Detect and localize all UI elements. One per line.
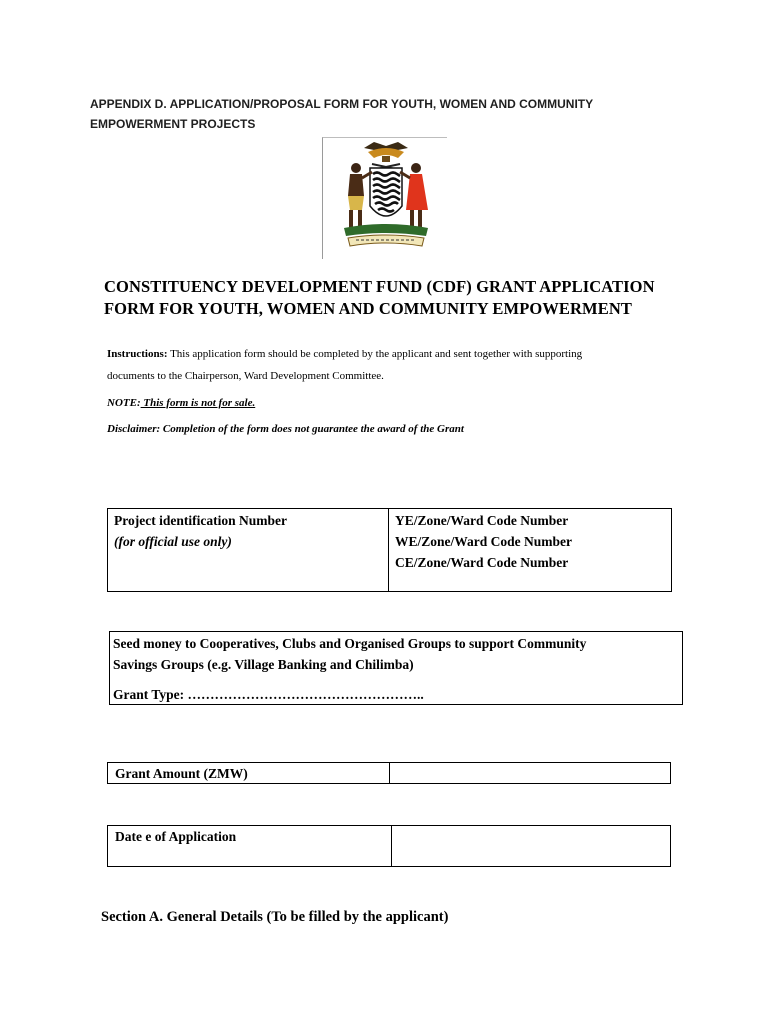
ward-code-cell[interactable] [395,510,572,573]
coat-of-arms-icon [334,140,438,250]
grant-category-box [109,631,683,705]
official-use-note: (for official use only) [114,534,232,549]
instructions-line-1 [107,343,667,365]
instructions-line-2: documents to the Chairperson, Ward Development Committee. [107,370,384,382]
table-divider [388,509,389,591]
grant-category-line-1: Seed money to Cooperatives, Clubs and Organised Groups to support Community [113,636,587,651]
ce-code-label: CE/Zone/Ward Code Number [395,555,569,570]
project-id-cell[interactable] [114,510,287,552]
project-id-label: Project identification Number [114,513,287,528]
note [107,397,255,409]
table-divider [391,826,392,866]
table-divider [389,763,390,783]
grant-type-field[interactable]: Grant Type: …………………………………………….. [113,687,424,702]
section-a-heading: Section A. General Details (To be filled by the applicant) [101,909,449,925]
grant-amount-label: Grant Amount (ZMW) [115,766,248,781]
appendix-line-1: APPENDIX D. APPLICATION/PROPOSAL FORM FOR YOUTH, WOMEN AND COMMUNITY [90,97,594,111]
application-date-label: Date e of Application [115,829,237,844]
instructions-text-1: This application form should be completed by the applicant and sent together with supporting [167,348,583,360]
grant-category-text [113,633,683,675]
form-title [104,276,704,320]
note-text: This form is not for sale. [140,397,256,409]
instructions-label: Instructions: [107,348,168,360]
form-title-line-1: CONSTITUENCY DEVELOPMENT FUND (CDF) GRANT APPLICATION [104,277,655,296]
we-code-label: WE/Zone/Ward Code Number [395,534,573,549]
ye-code-label: YE/Zone/Ward Code Number [395,513,569,528]
form-title-line-2: FORM FOR YOUTH, WOMEN AND COMMUNITY EMPOWERMENT [104,299,632,318]
appendix-line-2: EMPOWERMENT PROJECTS [90,117,256,131]
note-label: NOTE: [107,397,141,409]
appendix-heading [90,94,670,134]
application-date-table [107,825,671,867]
instructions [107,343,667,387]
grant-category-line-2: Savings Groups (e.g. Village Banking and Chilimba) [113,657,414,672]
disclaimer: Disclaimer: Completion of the form does not guarantee the award of the Grant [107,423,464,435]
identification-table [107,508,672,592]
grant-amount-table [107,762,671,784]
